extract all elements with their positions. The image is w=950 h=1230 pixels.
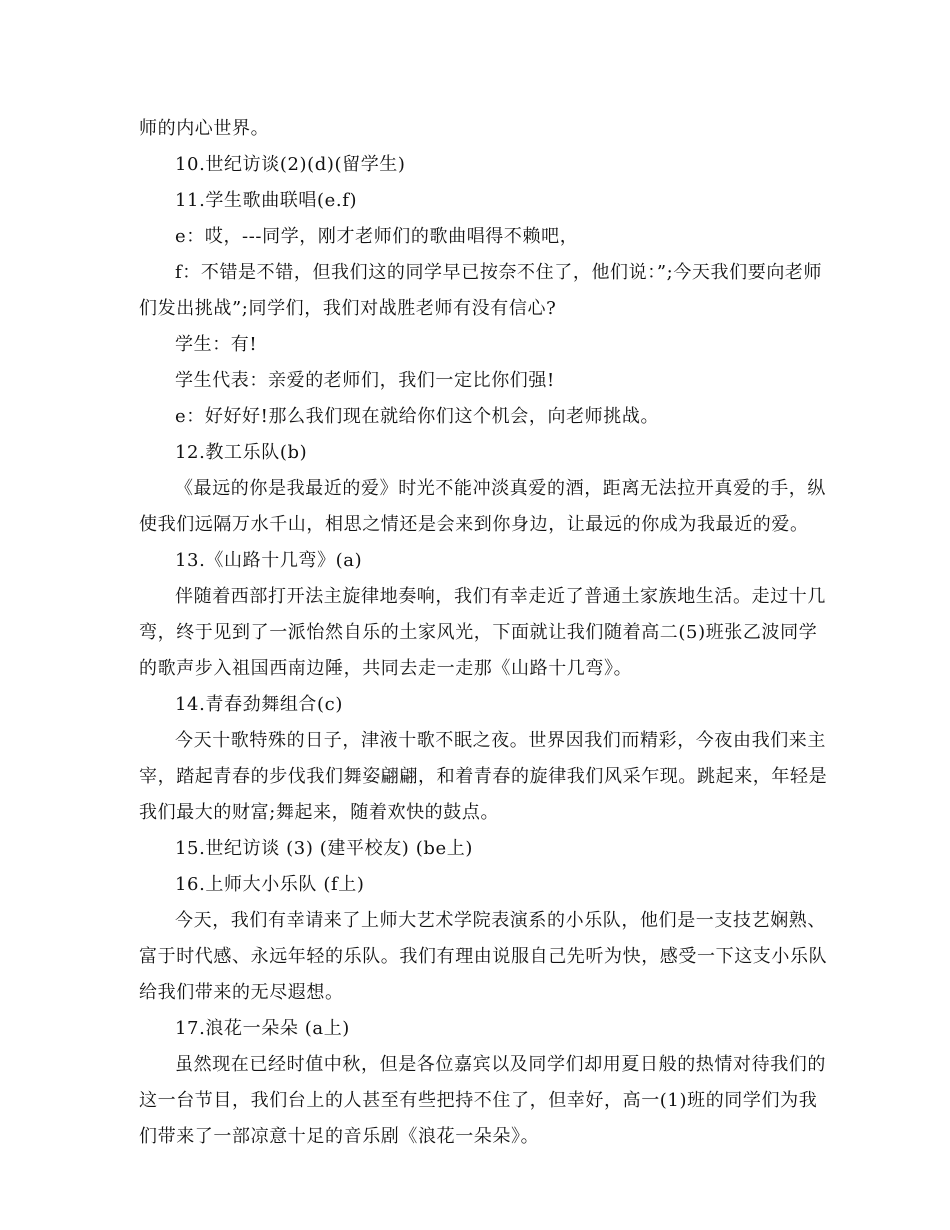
paragraph: 14.青春劲舞组合(c): [175, 694, 343, 715]
paragraph: f：不错是不错，但我们这的同学早已按奈不住了，他们说：”;今天我们要向老师们发出挑战”;同学们，我们对战胜老师有没有信心?: [139, 262, 823, 319]
paragraph: 15.世纪访谈 (3) (建平校友) (be上): [175, 838, 473, 859]
paragraph: 12.教工乐队(b): [175, 442, 308, 463]
paragraph: 学生代表：亲爱的老师们，我们一定比你们强!: [175, 370, 555, 391]
paragraph: 今天，我们有幸请来了上师大艺术学院表演系的小乐队，他们是一支技艺娴熟、富于时代感、永远年轻的乐队。我们有理由说服自己先听为快，感受一下这支小乐队给我们带来的无尽遐想。: [139, 910, 828, 1003]
paragraph: 《最远的你是我最近的爱》时光不能冲淡真爱的酒，距离无法拉开真爱的手，纵使我们远隔万水千山，相思之情还是会来到你身边，让最远的你成为我最近的爱。: [139, 478, 826, 535]
paragraph: e：好好好!那么我们现在就给你们这个机会，向老师挑战。: [175, 406, 660, 427]
paragraph: 13.《山路十几弯》(a): [175, 550, 363, 571]
paragraph: 师的内心世界。: [139, 118, 270, 139]
paragraph: e：哎，---同学，刚才老师们的歌曲唱得不赖吧，: [175, 226, 579, 247]
paragraph: 10.世纪访谈(2)(d)(留学生): [175, 154, 406, 175]
paragraph: 11.学生歌曲联唱(e.f): [175, 190, 358, 211]
paragraph: 伴随着西部打开法主旋律地奏响，我们有幸走近了普通土家族地生活。走过十几弯，终于见到了一派怡然自乐的土家风光，下面就让我们随着高二(5)班张乙波同学的歌声步入祖国西南边陲，共同去走一走那《山路十几弯》。: [139, 586, 826, 679]
paragraph: 17.浪花一朵朵 (a上): [175, 1018, 350, 1039]
paragraph: 虽然现在已经时值中秋，但是各位嘉宾以及同学们却用夏日般的热情对待我们的这一台节目，我们台上的人甚至有些把持不住了，但幸好，高一(1)班的同学们为我们带来了一部凉意十足的音乐剧《浪花一朵朵》。: [139, 1054, 826, 1147]
paragraph: 学生：有!: [175, 334, 258, 355]
paragraph: 16.上师大小乐队 (f上): [175, 874, 365, 895]
document-body: [139, 111, 829, 1155]
paragraph: 今天十歌特殊的日子，津液十歌不眠之夜。世界因我们而精彩，今夜由我们来主宰，踏起青春的步伐我们舞姿翩翩，和着青春的旋律我们风采乍现。跳起来，年轻是我们最大的财富;舞起来，随着欢快的鼓点。: [139, 730, 828, 823]
